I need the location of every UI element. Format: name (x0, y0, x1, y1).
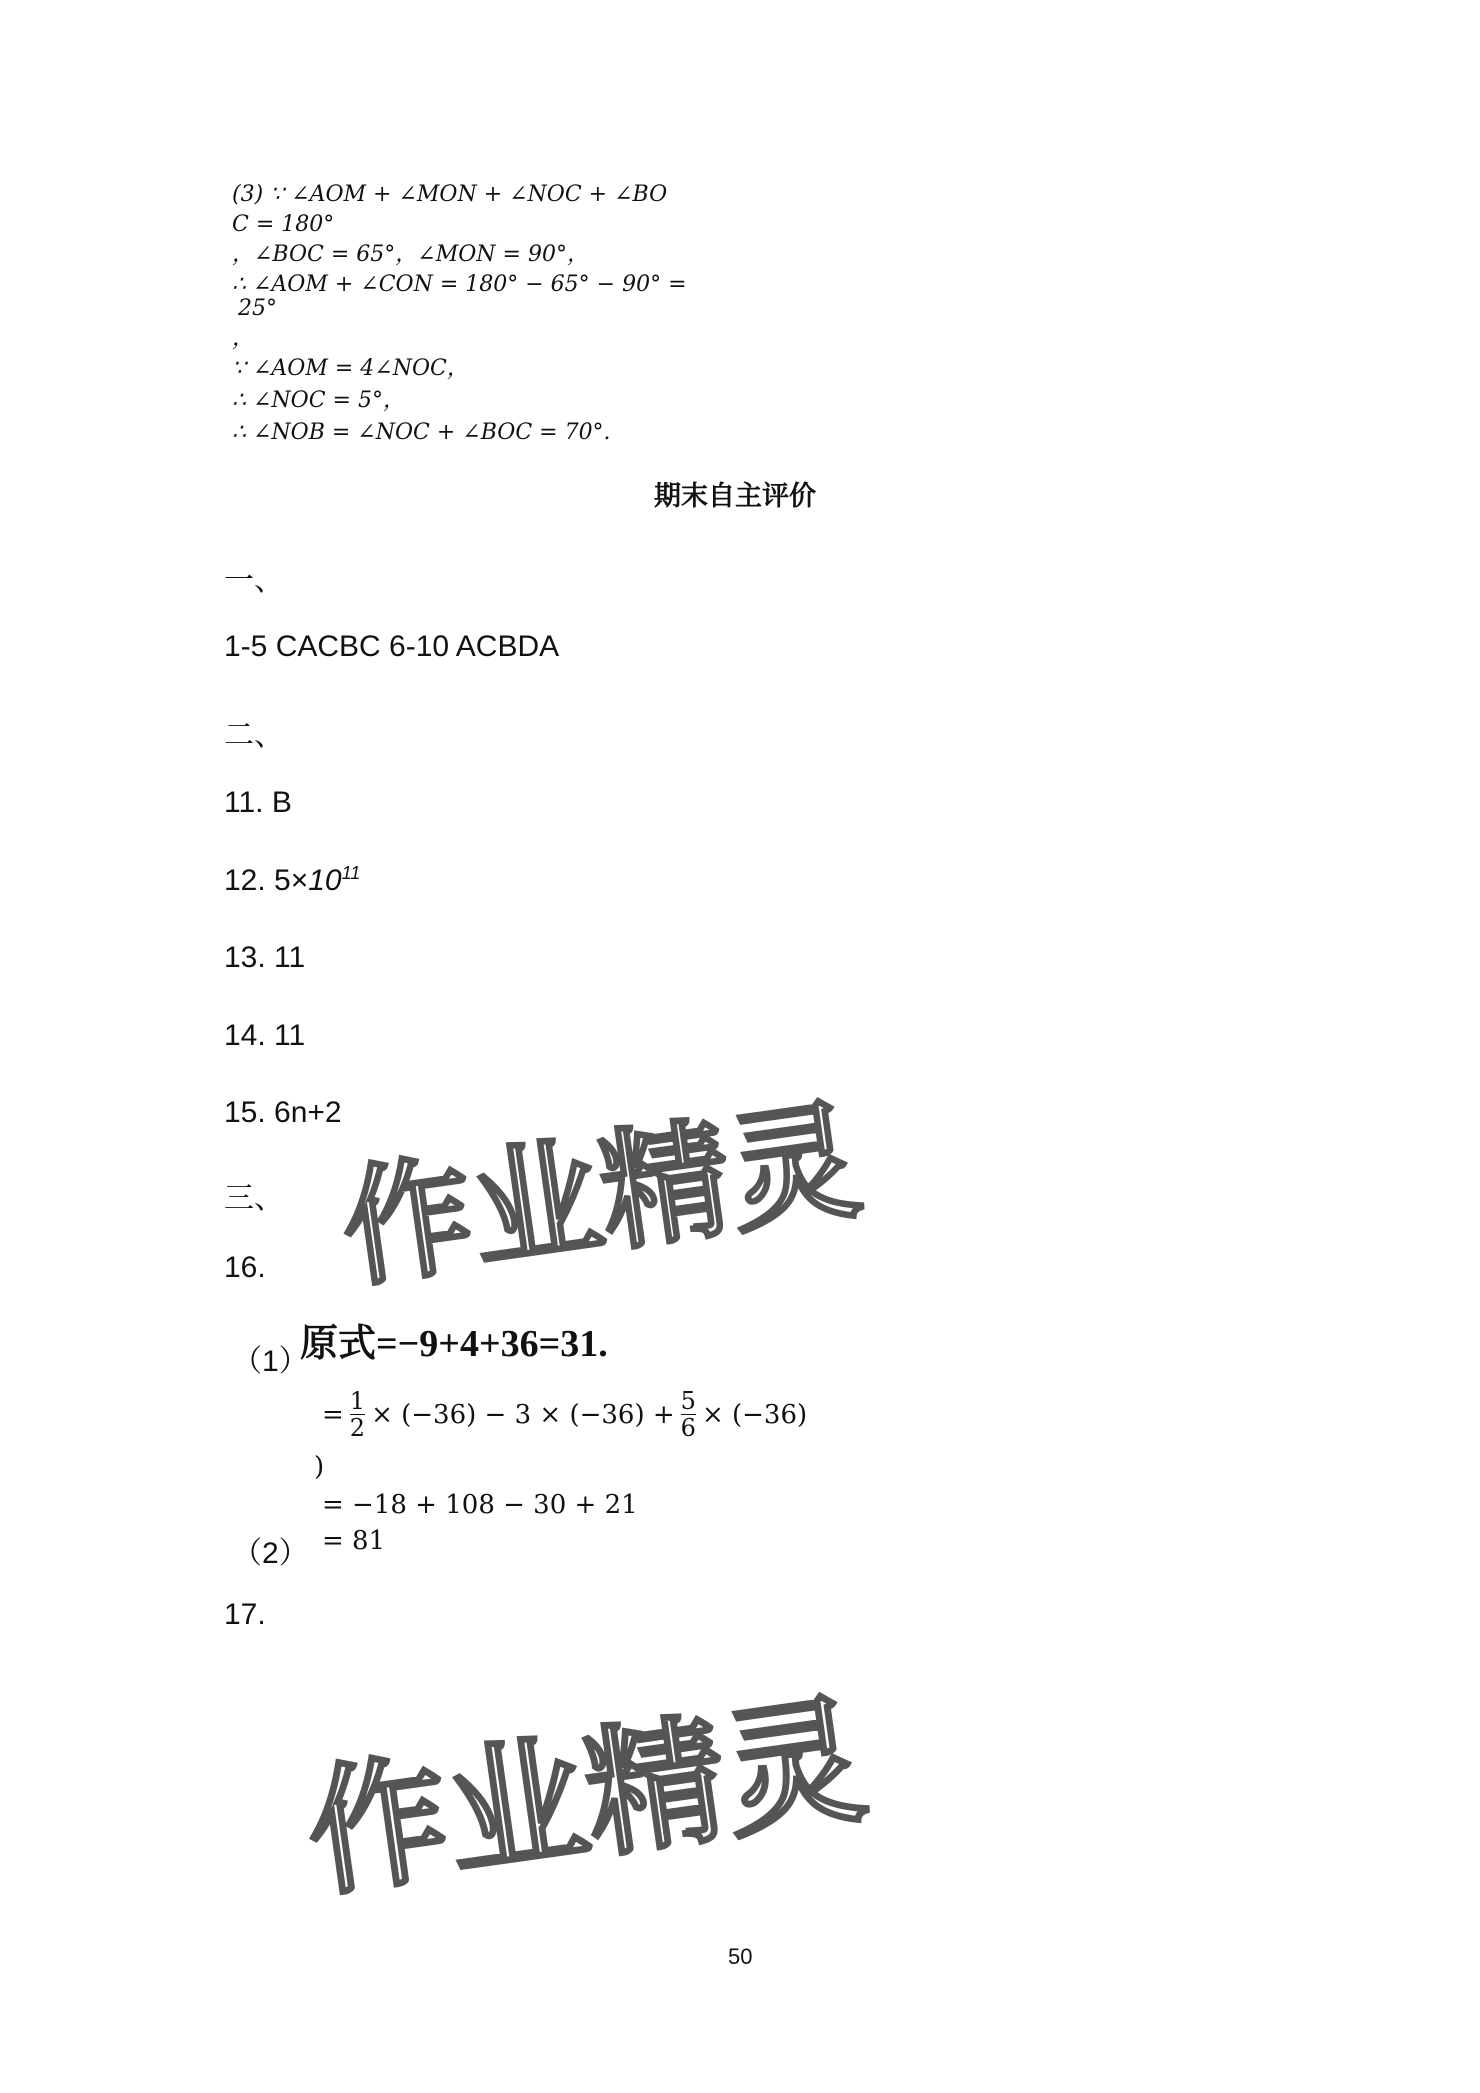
fraction-denominator: 6 (680, 1414, 696, 1442)
answer-15: 15. 6n+2 (224, 1096, 342, 1129)
question-16-label: 16. (224, 1251, 266, 1284)
solution-line: ∴ ∠NOC = 5°， (232, 388, 405, 413)
solution-line: ∴ ∠AOM + ∠CON = 180° − 65° − 90° = (232, 272, 687, 297)
part-two-heading: 二、 (224, 719, 284, 752)
solution-line: ， (232, 326, 255, 351)
section-title: 期末自主评价 (654, 481, 816, 511)
q16-part2-paren: ) (314, 1452, 325, 1482)
part-three-heading: 三、 (224, 1182, 284, 1215)
watermark-text: 作业精灵 (333, 1083, 870, 1307)
q16-part2-line3: = −18 + 108 − 30 + 21 (322, 1490, 638, 1520)
answer-12-prefix: 12. 5× (224, 864, 309, 897)
answer-12 (224, 863, 360, 898)
expression-middle: × (−36) − 3 × (−36) + (371, 1399, 675, 1430)
watermark-2 (295, 1678, 876, 1918)
solution-line: ∴ ∠NOB = ∠NOC + ∠BOC = 70°. (232, 420, 611, 445)
question-17-label: 17. (224, 1598, 266, 1631)
page-number: 50 (728, 1944, 753, 1969)
answer-12-exponent: 11 (341, 863, 361, 883)
part-one-answers: 1-5 CACBC 6-10 ACBDA (224, 630, 560, 663)
q16-part2-line4: = 81 (322, 1526, 386, 1556)
answer-12-base: 10 (308, 864, 342, 897)
fraction-numerator: 5 (680, 1387, 696, 1415)
q16-part2-label: （2） (232, 1537, 309, 1570)
solution-line: C = 180° (232, 212, 335, 237)
watermark-1 (330, 1083, 870, 1307)
equals-sign: = (322, 1399, 344, 1430)
expression-tail: × (−36) (701, 1399, 808, 1430)
solution-line: (3) ∵ ∠AOM + ∠MON + ∠NOC + ∠BO (232, 182, 668, 207)
fraction-numerator: 1 (349, 1387, 366, 1415)
fraction-denominator: 2 (349, 1414, 366, 1442)
q16-part1-answer: 原式=−9+4+36=31. (300, 1323, 608, 1365)
solution-line: 25° (238, 296, 277, 321)
watermark-text: 作业精灵 (297, 1678, 876, 1918)
solution-line: ∵ ∠AOM = 4∠NOC， (232, 356, 469, 381)
q16-part2-line1 (322, 1388, 807, 1441)
q16-part1-label: （1） (232, 1345, 309, 1378)
answer-11: 11. B (224, 786, 292, 819)
fraction-five-sixths (681, 1388, 696, 1441)
fraction-one-half (350, 1388, 365, 1441)
answer-13: 13. 11 (224, 941, 306, 974)
answer-14: 14. 11 (224, 1019, 306, 1052)
part-one-heading: 一、 (224, 564, 284, 597)
solution-line: ，∠BOC = 65°，∠MON = 90°， (232, 242, 589, 267)
